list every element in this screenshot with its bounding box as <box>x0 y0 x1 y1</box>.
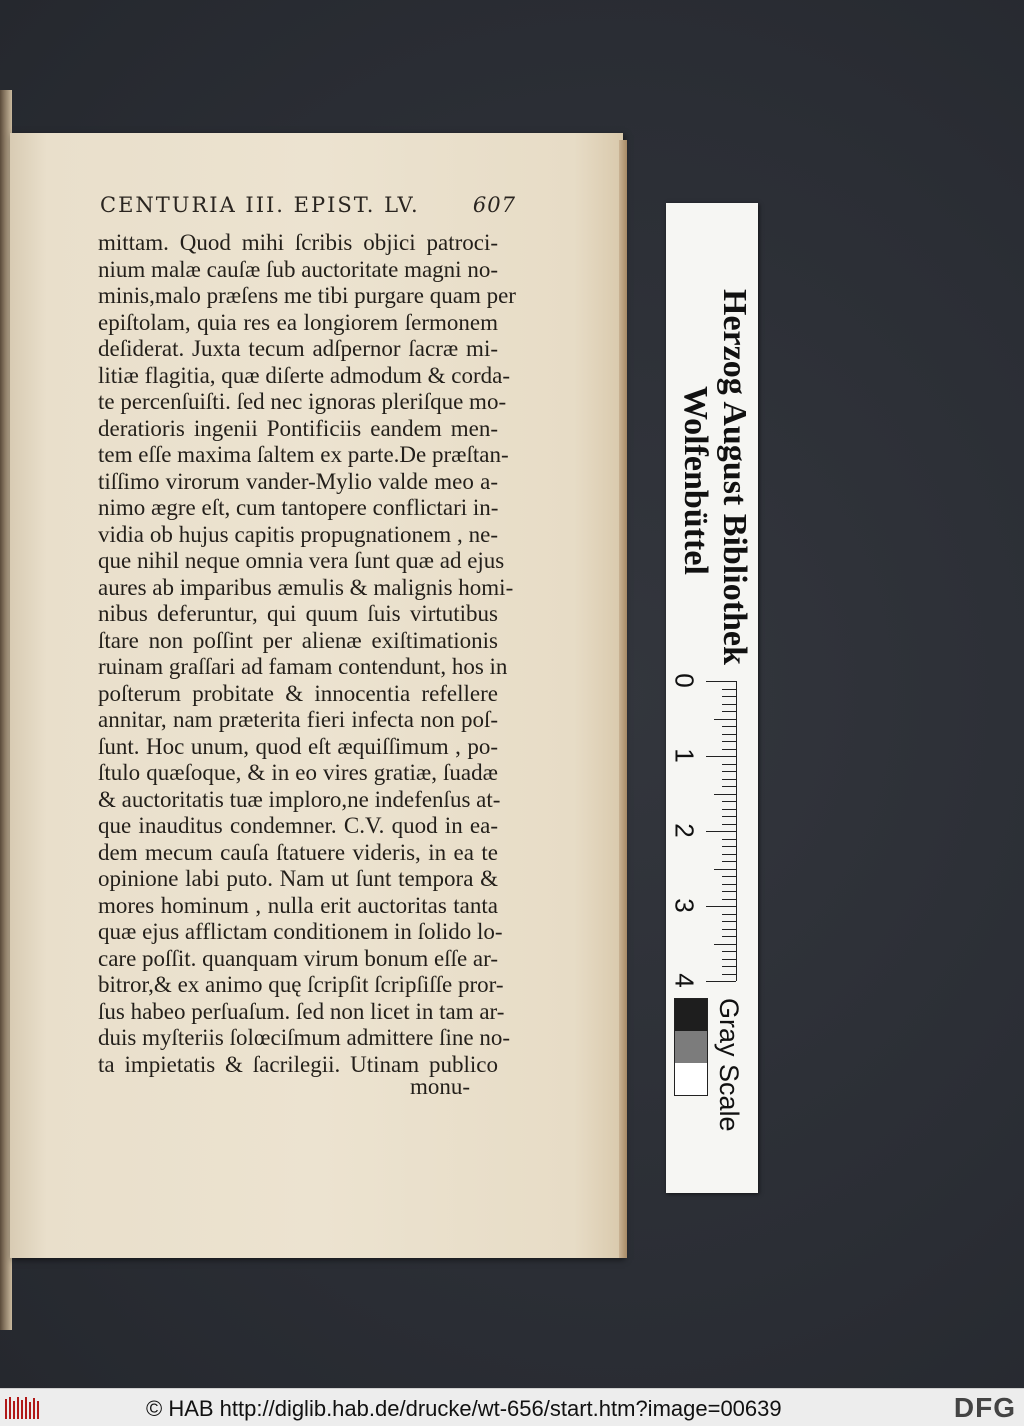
scale-tick <box>722 726 736 727</box>
text-line: mittam. Quod mihi ſcribis objici patroci- <box>98 230 498 255</box>
scale-tick <box>722 854 736 855</box>
running-head <box>100 193 520 217</box>
text-line: nium malæ cauſæ ſub auctoritate magni no- <box>98 256 498 282</box>
scale-tick <box>722 876 736 877</box>
scale-tick <box>722 974 736 975</box>
copyright-link[interactable]: © HAB http://diglib.hab.de/drucke/wt-656/start.htm?image=00639 <box>146 1396 782 1421</box>
catchword: monu- <box>410 1074 471 1099</box>
text-line: bitror,& ex animo quę ſcripſit ſcripſiſſe pror- <box>98 972 504 997</box>
text-line: deſiderat. Juxta tecum adſpernor ſacræ mi- <box>98 336 498 361</box>
scale-tick <box>722 764 736 765</box>
page-edge <box>619 140 627 1258</box>
scale-tick <box>722 786 736 787</box>
scale-tick <box>722 696 736 697</box>
text-line: quæ ejus afflictam conditionem in ſolido lo- <box>98 919 503 944</box>
footer-bar <box>0 1388 1024 1426</box>
text-line: vidia ob hujus capitis propugnationem , ne- <box>98 521 498 547</box>
scale-tick <box>722 816 736 817</box>
scale-tick <box>722 861 736 862</box>
text-line: nibus deferuntur, qui quum ſuis virtutibus <box>98 601 498 626</box>
scale-tick <box>706 756 736 757</box>
scale-tick <box>714 794 736 795</box>
text-line: ſtare non poſſint per alienæ exiſtimationis <box>98 627 498 653</box>
scale-tick <box>722 951 736 952</box>
scale-tick <box>722 936 736 937</box>
scale-number: 3 <box>669 898 700 913</box>
scale-tick <box>722 839 736 840</box>
scale-tick <box>722 711 736 712</box>
scale-tick <box>722 771 736 772</box>
scale-number: 1 <box>669 748 700 763</box>
scale-tick <box>722 779 736 780</box>
running-head-title: CENTURIA III. EPIST. LV. <box>100 193 420 217</box>
text-line: tem eſſe maxima ſaltem ex parte.De præſtan- <box>98 442 509 467</box>
text-line: poſterum probitate & innocentia refellere <box>98 680 498 706</box>
scale-tick <box>722 966 736 967</box>
gray-scale-chart <box>674 998 708 1096</box>
scale-tick <box>722 734 736 735</box>
scale-tick <box>722 741 736 742</box>
text-line: deratioris ingenii Pontificiis eandem men- <box>98 415 498 441</box>
text-line: que nihil neque omnia vera ſunt quæ ad ejus <box>98 548 505 573</box>
text-line: minis,malo præſens me tibi purgare quam per <box>98 283 516 308</box>
scale-tick <box>714 944 736 945</box>
scale-number: 2 <box>669 823 700 838</box>
text-line: opinione labi puto. Nam ut ſunt tempora & <box>98 866 498 891</box>
scale-tick <box>722 689 736 690</box>
text-line: aures ab imparibus æmulis & malignis homi- <box>98 574 514 600</box>
text-line: mores hominum , nulla erit auctoritas tanta <box>98 892 498 918</box>
text-line: duis myſteriis ſolœciſmum admittere ſine no- <box>98 1025 511 1050</box>
scale-tick <box>706 906 736 907</box>
text-line: ſunt. Hoc unum, quod eſt æquiſſimum , po- <box>98 733 498 759</box>
dfg-logo: DFG <box>953 1392 1016 1423</box>
text-line: te percenſuiſti. ſed nec ignoras pleriſque mo- <box>98 389 507 414</box>
scale-number: 0 <box>669 673 700 688</box>
text-line: ſtulo quæſoque, & in eo vires gratiæ, ſuadæ <box>98 760 498 785</box>
text-line: dem mecum cauſa ſtatuere videris, in ea te <box>98 839 498 865</box>
text-line: ruinam graſſari ad famam contendunt, hos in <box>98 654 508 679</box>
scale-number: 4 <box>669 973 700 988</box>
scale-tick <box>722 704 736 705</box>
scale-tick <box>706 681 736 682</box>
scale-tick <box>722 884 736 885</box>
scale-tick <box>722 824 736 825</box>
scale-tick <box>706 831 736 832</box>
scale-tick <box>714 869 736 870</box>
scale-tick <box>722 914 736 915</box>
scale-tick <box>722 809 736 810</box>
scale-axis <box>736 681 737 981</box>
hab-barcode-logo-icon <box>4 1395 40 1421</box>
text-line: tiſſimo virorum vander-Mylio valde meo a- <box>98 468 498 494</box>
text-line: ta impietatis & ſacrilegii. Utinam publico <box>98 1051 498 1077</box>
gray-patch <box>675 1063 707 1095</box>
gray-patch <box>675 999 707 1031</box>
text-line: & auctoritatis tuæ imploro,ne indefenſus at- <box>98 786 501 812</box>
scale-tick <box>722 801 736 802</box>
library-name: Herzog August Bibliothek <box>716 289 753 665</box>
scale-tick <box>722 899 736 900</box>
scale-tick <box>722 749 736 750</box>
scale-ruler <box>666 203 758 1193</box>
scale-tick <box>722 929 736 930</box>
folio-number: 607 <box>472 193 516 217</box>
text-line: annitar, nam præterita fieri infecta non poſ- <box>98 707 498 732</box>
text-line: nimo ægre eſt, cum tantopere conflictari in- <box>98 495 499 520</box>
letter-text <box>98 230 516 1078</box>
scale-tick <box>722 891 736 892</box>
scale-tick <box>722 846 736 847</box>
text-line: care poſſit. quanquam virum bonum eſſe ar- <box>98 945 498 971</box>
library-location: Wolfenbüttel <box>677 386 714 575</box>
text-line: ſus habeo perſuaſum. ſed non licet in tam ar- <box>98 998 505 1024</box>
scale-tick <box>722 921 736 922</box>
scale-tick <box>706 981 736 982</box>
gray-patch <box>675 1031 707 1063</box>
text-line: epiſtolam, quia res ea longiorem ſermonem <box>98 309 498 335</box>
gray-scale-label: Gray Scale <box>714 998 744 1132</box>
scale-tick <box>714 719 736 720</box>
text-line: que inauditus condemner. C.V. quod in ea- <box>98 813 498 838</box>
text-line: litiæ flagitia, quæ diſerte admodum & corda- <box>98 362 510 388</box>
scale-tick <box>722 959 736 960</box>
